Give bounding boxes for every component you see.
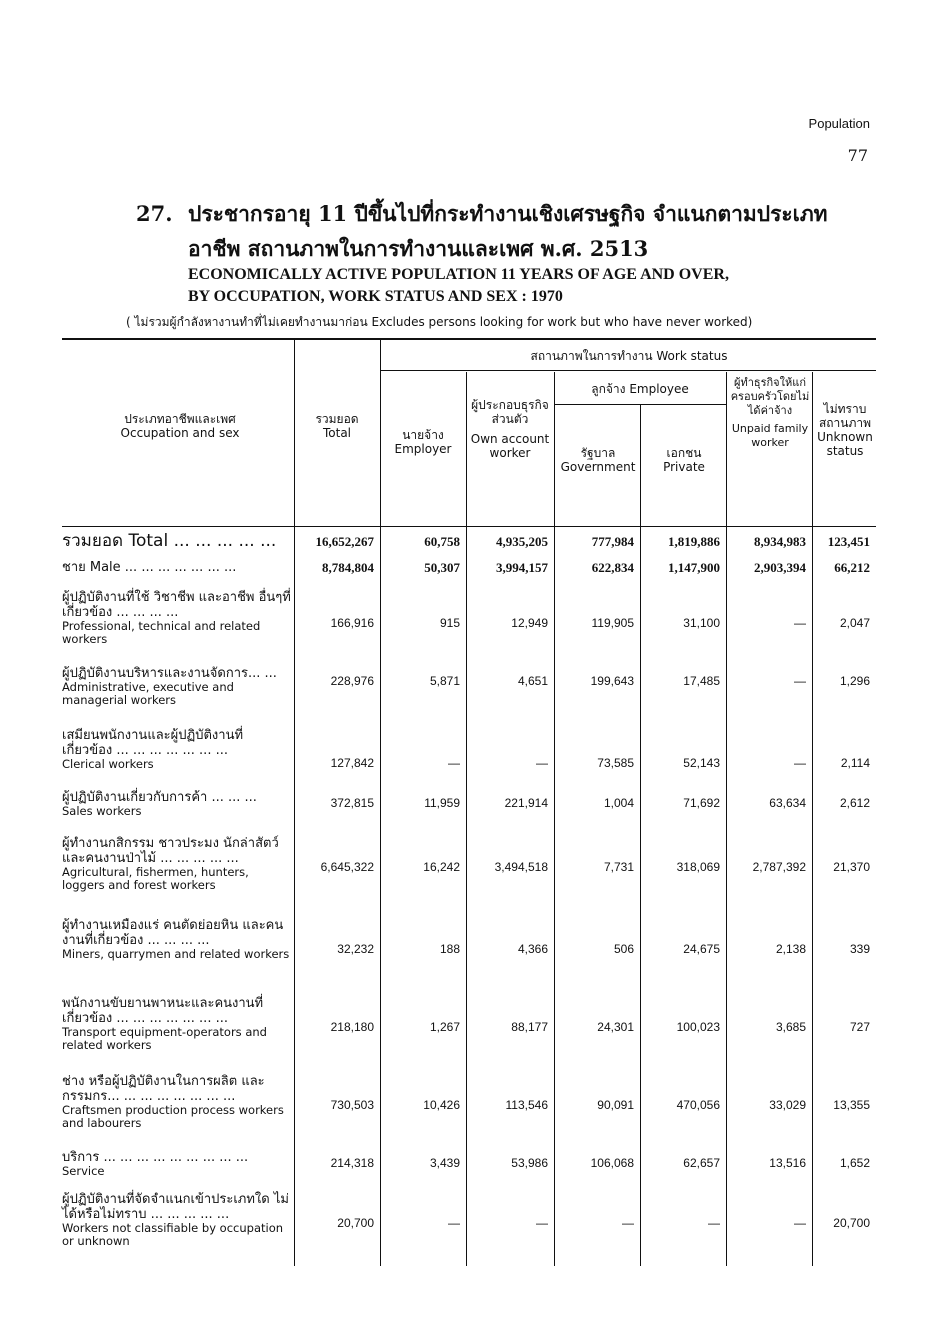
employee-rule (554, 404, 726, 405)
table-cell: 727 (849, 1020, 870, 1034)
table-cell: 16,652,267 (315, 534, 374, 549)
col-divider (380, 340, 381, 1266)
table-cell: 113,546 (505, 1098, 548, 1112)
row-label-thai: ผู้ปฏิบัติงานบริหารและงานจัดการ... ... (62, 666, 277, 681)
table-cell: 372,815 (330, 796, 374, 810)
table-cell: — (794, 674, 806, 688)
row-label-thai: ผู้ทำงานเหมืองแร่ คนตัดย่อยหิน และคนงานที่เกี่ยวข้อง ... ... ... ... (62, 918, 284, 948)
page-number: 77 (847, 146, 868, 165)
header-bottom-rule (62, 526, 876, 527)
table-cell: 1,004 (603, 796, 634, 810)
row-label-thai: ช่าง หรือผู้ปฏิบัติงานในการผลิต และ กรรมกร... ... ... ... ... ... ... ... (62, 1074, 265, 1104)
table-cell: 13,516 (769, 1156, 806, 1170)
table-cell: 16,242 (423, 860, 460, 874)
table-cell: 730,503 (330, 1098, 374, 1112)
row-label (62, 560, 292, 575)
header-government: รัฐบาล Government (560, 446, 636, 474)
table-cell: 218,180 (330, 1020, 374, 1034)
table-cell: — (536, 756, 548, 770)
table-cell: 52,143 (683, 756, 720, 770)
row-label-thai: บริการ ... ... ... ... ... ... ... ... ... (62, 1150, 249, 1165)
col-divider (812, 372, 813, 1266)
table-cell: 1,819,886 (668, 534, 720, 549)
table-title-english (188, 264, 729, 308)
table-cell: 90,091 (597, 1098, 634, 1112)
table-cell: 20,700 (833, 1216, 870, 1230)
title-en-line1: ECONOMICALLY ACTIVE POPULATION 11 YEARS OF AGE AND OVER, (188, 266, 729, 283)
table-cell: 119,905 (591, 616, 634, 630)
table-cell: 4,366 (517, 942, 548, 956)
table-cell: 1,267 (429, 1020, 460, 1034)
table-cell: — (448, 1216, 460, 1230)
table-cell: 506 (613, 942, 634, 956)
table-cell: — (622, 1216, 634, 1230)
row-label-english: Miners, quarrymen and related workers (62, 947, 290, 961)
row-label (62, 836, 292, 892)
top-rule (62, 338, 876, 340)
table-cell: 62,657 (683, 1156, 720, 1170)
header-total: รวมยอด Total (315, 412, 359, 440)
table-title-thai (136, 196, 828, 266)
table-cell: 73,585 (597, 756, 634, 770)
table-cell: 60,758 (424, 534, 460, 549)
table-cell: — (794, 1216, 806, 1230)
table-cell: 777,984 (591, 534, 634, 549)
table-cell: 7,731 (603, 860, 634, 874)
table-cell: 20,700 (337, 1216, 374, 1230)
table-cell: 214,318 (330, 1156, 374, 1170)
table-cell: 2,787,392 (752, 860, 806, 874)
table-cell: 11,959 (424, 796, 460, 810)
header-occupation: ประเภทอาชีพและเพศ Occupation and sex (120, 412, 240, 440)
table-cell: 221,914 (504, 796, 548, 810)
table-cell: — (536, 1216, 548, 1230)
row-label (62, 666, 292, 707)
table-cell: 13,355 (833, 1098, 870, 1112)
table-cell: 4,935,205 (496, 534, 548, 549)
table-cell: 71,692 (683, 796, 720, 810)
table-cell: 8,934,983 (754, 534, 806, 549)
row-label-english: Sales workers (62, 804, 142, 818)
table-cell: 199,643 (590, 674, 634, 688)
header-unpaid-family: ผู้ทำธุรกิจให้แก่ครอบครัวโดยไม่ได้ค่าจ้าง Unpaid family worker (730, 376, 810, 449)
running-head: Population (808, 116, 870, 131)
table-cell: 106,068 (590, 1156, 634, 1170)
table-cell: 100,023 (676, 1020, 720, 1034)
row-label (62, 1150, 292, 1178)
table-note: ( ไม่รวมผู้กำลังหางานทำที่ไม่เคยทำงานมาก่อน Excludes persons looking for work but who have never worked) (126, 315, 753, 329)
header-own-account: ผู้ประกอบธุรกิจส่วนตัว Own account worker (470, 398, 550, 460)
col-divider (726, 372, 727, 1266)
status-rule (380, 370, 876, 371)
table-cell: 33,029 (769, 1098, 806, 1112)
col-divider (640, 404, 641, 1266)
table-cell: 123,451 (827, 534, 870, 549)
row-label-thai: ผู้ปฏิบัติงานที่จัดจำแนกเข้าประเภทใด ไม่ได้หรือไม่ทราบ ... ... ... ... ... (62, 1192, 289, 1222)
table-cell: 12,949 (511, 616, 548, 630)
table-cell: 1,652 (839, 1156, 870, 1170)
row-label-english: Workers not classifiable by occupation or unknown (62, 1221, 284, 1248)
table-cell: — (794, 756, 806, 770)
row-label-english: Service (62, 1164, 105, 1178)
table-cell: 166,916 (330, 616, 374, 630)
row-label-english: Agricultural, fishermen, hunters, loggers and forest workers (62, 865, 249, 892)
table-cell: 1,147,900 (668, 560, 720, 575)
row-label (62, 1074, 292, 1130)
table-cell: 32,232 (337, 942, 374, 956)
row-label-thai: รวมยอด Total ... ... ... ... ... (62, 531, 277, 551)
table-cell: 2,138 (775, 942, 806, 956)
table-cell: 3,494,518 (494, 860, 548, 874)
row-label (62, 1192, 292, 1248)
table-cell: 622,834 (591, 560, 634, 575)
table-cell: 8,784,804 (322, 560, 374, 575)
row-label (62, 590, 292, 646)
table-cell: 21,370 (833, 860, 870, 874)
table-cell: 63,634 (769, 796, 806, 810)
table-cell: 66,212 (834, 560, 870, 575)
row-label-thai: ชาย Male ... ... ... ... ... ... ... (62, 560, 237, 575)
table-cell: 24,301 (597, 1020, 634, 1034)
table-cell: 4,651 (517, 674, 548, 688)
table-cell: 53,986 (511, 1156, 548, 1170)
table-cell: 24,675 (683, 942, 720, 956)
table-cell: 470,056 (676, 1098, 720, 1112)
row-label-thai: ผู้ปฏิบัติงานเกี่ยวกับการค้า ... ... ... (62, 790, 257, 805)
table-cell: 31,100 (683, 616, 720, 630)
table-cell: 50,307 (424, 560, 460, 575)
table-cell: 1,296 (839, 674, 870, 688)
table-cell: 3,994,157 (496, 560, 548, 575)
table-cell: 318,069 (676, 860, 720, 874)
row-label (62, 531, 292, 551)
row-label-english: Professional, technical and related workers (62, 619, 261, 646)
row-label-thai: ผู้ทำงานกสิกรรม ชาวประมง นักล่าสัตว์ และคนงานป่าไม้ ... ... ... ... ... (62, 836, 279, 866)
title-thai-line2: อาชีพ สถานภาพในการทำงานและเพศ พ.ศ. 2513 (188, 236, 649, 261)
table-cell: — (794, 616, 806, 630)
table-number: 27. (136, 201, 173, 226)
table-cell: — (708, 1216, 720, 1230)
table-cell: 6,645,322 (320, 860, 374, 874)
row-label-english: Clerical workers (62, 757, 154, 771)
row-label (62, 996, 292, 1052)
table-cell: 88,177 (511, 1020, 548, 1034)
table-cell: 3,439 (429, 1156, 460, 1170)
table-cell: 2,612 (839, 796, 870, 810)
header-private: เอกชน Private (663, 446, 705, 474)
row-label-english: Administrative, executive and managerial workers (62, 680, 234, 707)
table-cell: 228,976 (330, 674, 374, 688)
row-label-english: Transport equipment-operators and related workers (62, 1025, 267, 1052)
table-cell: 5,871 (429, 674, 460, 688)
row-label-thai: ผู้ปฏิบัติงานที่ใช้ วิชาชีพ และอาชีพ อื่นๆที่เกี่ยวข้อง ... ... ... ... (62, 590, 291, 620)
row-label (62, 918, 292, 961)
table-cell: 2,047 (839, 616, 870, 630)
table-cell: 3,685 (775, 1020, 806, 1034)
col-divider (554, 372, 555, 1266)
table-cell: 17,485 (683, 674, 720, 688)
header-work-status: สถานภาพในการทำงาน Work status (530, 349, 728, 363)
table-cell: 10,426 (423, 1098, 460, 1112)
table-cell: 2,114 (840, 756, 870, 770)
title-thai-line1: ประชากรอายุ 11 ปีขึ้นไปที่กระทำงานเชิงเศรษฐกิจ จำแนกตามประเภท (188, 201, 828, 226)
table-cell: 915 (439, 616, 460, 630)
title-en-line2: BY OCCUPATION, WORK STATUS AND SEX : 1970 (188, 288, 563, 305)
table-cell: 127,842 (330, 756, 374, 770)
table-cell: 2,903,394 (754, 560, 806, 575)
header-employee: ลูกจ้าง Employee (591, 382, 689, 396)
col-divider (466, 372, 467, 1266)
table-cell: 188 (439, 942, 460, 956)
row-label-thai: เสมียนพนักงานและผู้ปฏิบัติงานที่ เกี่ยวข้อง ... ... ... ... ... ... ... (62, 728, 244, 758)
header-employer: นายจ้าง Employer (394, 428, 452, 456)
row-label (62, 790, 292, 818)
row-label-thai: พนักงานขับยานพาหนะและคนงานที่ เกี่ยวข้อง ... ... ... ... ... ... ... (62, 996, 264, 1026)
header-unknown: ไม่ทราบสถานภาพ Unknown status (817, 402, 873, 458)
row-label (62, 728, 292, 771)
table-cell: 339 (849, 942, 870, 956)
table-cell: — (448, 756, 460, 770)
row-label-english: Craftsmen production process workers and labourers (62, 1103, 284, 1130)
